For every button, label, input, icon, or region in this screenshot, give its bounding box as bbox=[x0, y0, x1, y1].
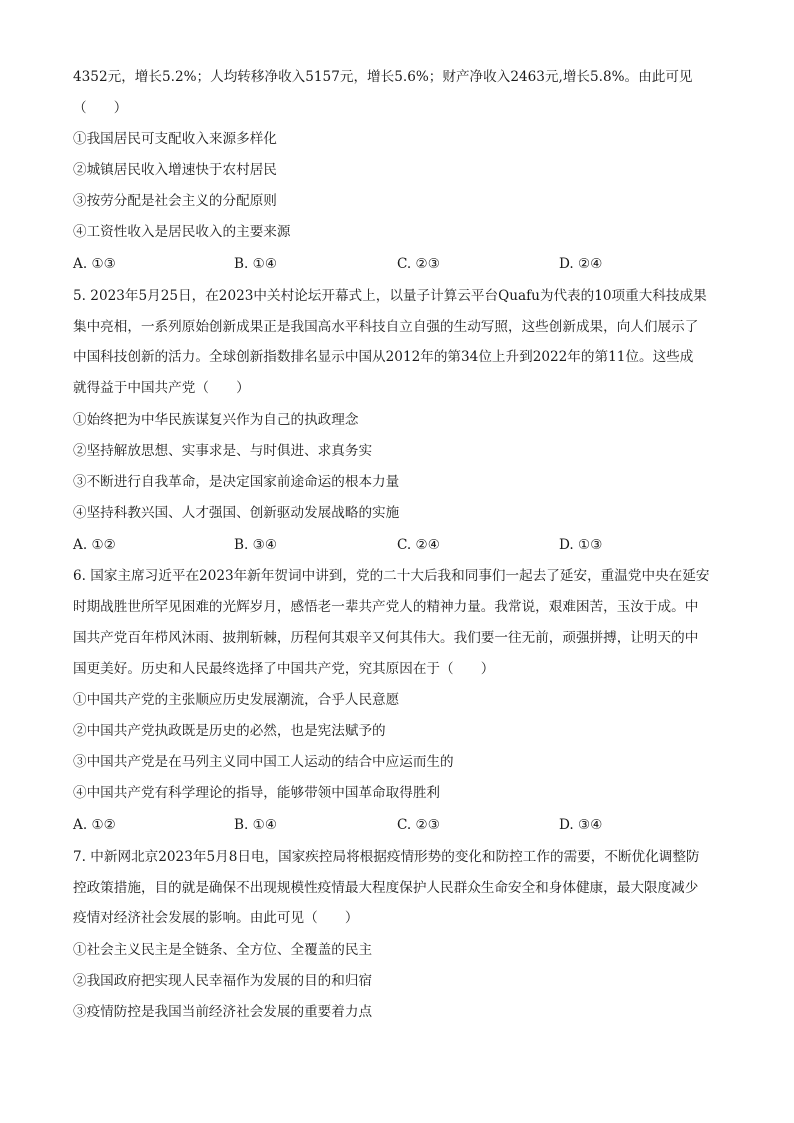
q5-statement-1: ①始终把为中华民族谋复兴作为自己的执政理念 bbox=[73, 412, 359, 428]
q6-statement-4: ④中国共产党有科学理论的指导，能够带领中国革命取得胜利 bbox=[73, 785, 441, 801]
q5-options bbox=[73, 536, 733, 554]
q4-option-d[interactable]: D. ②④ bbox=[559, 256, 603, 272]
q7-stem-line-3: 疫情对经济社会发展的影响。由此可见（ ） bbox=[73, 910, 359, 926]
q7-statement-1: ①社会主义民主是全链条、全方位、全覆盖的民主 bbox=[73, 942, 373, 958]
q5-statement-4: ④坚持科教兴国、人才强国、创新驱动发展战略的实施 bbox=[73, 505, 400, 521]
q6-statement-1: ①中国共产党的主张顺应历史发展潮流，合乎人民意愿 bbox=[73, 692, 400, 708]
q5-option-a[interactable]: A. ①② bbox=[73, 537, 116, 553]
q6-stem-line-2: 时期战胜世所罕见困难的光辉岁月，感悟老一辈共产党人的精神力量。我常说，艰难困苦，玉汝于成。中 bbox=[73, 599, 699, 615]
q4-option-c[interactable]: C. ②③ bbox=[397, 256, 440, 272]
q6-stem-line-4: 国更美好。历史和人民最终选择了中国共产党，究其原因在于（ ） bbox=[73, 661, 495, 677]
q4-statement-3: ③按劳分配是社会主义的分配原则 bbox=[73, 193, 277, 209]
q4-statement-2: ②城镇居民收入增速快于农村居民 bbox=[73, 162, 277, 178]
q4-stem-line-2: （ ） bbox=[73, 100, 128, 116]
q6-stem-line-3: 国共产党百年栉风沐雨、披荆斩棘，历程何其艰辛又何其伟大。我们要一往无前，顽强拼搏，让明天的中 bbox=[73, 630, 699, 646]
q6-option-b[interactable]: B. ①④ bbox=[234, 817, 278, 833]
q5-stem-line-4: 就得益于中国共产党（ ） bbox=[73, 380, 250, 396]
q6-option-d[interactable]: D. ③④ bbox=[559, 817, 603, 833]
q5-stem-line-1: 5. 2023年5月25日，在2023中关村论坛开幕式上，以量子计算云平台Quafu为代表的10项重大科技成果 bbox=[73, 288, 707, 304]
q6-options bbox=[73, 816, 733, 834]
q6-statement-3: ③中国共产党是在马列主义同中国工人运动的结合中应运而生的 bbox=[73, 754, 454, 770]
q4-statement-1: ①我国居民可支配收入来源多样化 bbox=[73, 131, 277, 147]
q5-option-b[interactable]: B. ③④ bbox=[234, 537, 278, 553]
q4-option-b[interactable]: B. ①④ bbox=[234, 256, 278, 272]
q7-stem-line-2: 控政策措施，目的就是确保不出现规模性疫情最大程度保护人民群众生命安全和身体健康，最大限度减少 bbox=[73, 880, 699, 896]
q6-stem-line-1: 6. 国家主席习近平在2023年新年贺词中讲到，党的二十大后我和同事们一起去了延安，重温党中央在延安 bbox=[73, 568, 710, 584]
q7-statement-2: ②我国政府把实现人民幸福作为发展的目的和归宿 bbox=[73, 973, 373, 989]
q4-statement-4: ④工资性收入是居民收入的主要来源 bbox=[73, 224, 291, 240]
q7-statement-3: ③疫情防控是我国当前经济社会发展的重要着力点 bbox=[73, 1004, 373, 1020]
q5-option-d[interactable]: D. ①③ bbox=[559, 537, 603, 553]
q5-option-c[interactable]: C. ②④ bbox=[397, 537, 440, 553]
q5-statement-3: ③不断进行自我革命，是决定国家前途命运的根本力量 bbox=[73, 474, 400, 490]
q7-stem-line-1: 7. 中新网北京2023年5月8日电，国家疾控局将根据疫情形势的变化和防控工作的需要，不断优化调整防 bbox=[73, 849, 700, 865]
q4-option-a[interactable]: A. ①③ bbox=[73, 256, 116, 272]
q4-stem-line-1: 4352元，增长5.2%；人均转移净收入5157元，增长5.6%；财产净收入2463元,增长5.8%。由此可见 bbox=[73, 69, 693, 85]
q5-stem-line-3: 中国科技创新的活力。全球创新指数排名显示中国从2012年的第34位上升到2022年的第11位。这些成 bbox=[73, 349, 694, 365]
q6-option-c[interactable]: C. ②③ bbox=[397, 817, 440, 833]
q6-statement-2: ②中国共产党执政既是历史的必然，也是宪法赋予的 bbox=[73, 723, 386, 739]
q5-stem-line-2: 集中亮相，一系列原始创新成果正是我国高水平科技自立自强的生动写照，这些创新成果，向人们展示了 bbox=[73, 319, 699, 335]
q5-statement-2: ②坚持解放思想、实事求是、与时俱进、求真务实 bbox=[73, 443, 373, 459]
q4-options bbox=[73, 255, 733, 273]
q6-option-a[interactable]: A. ①② bbox=[73, 817, 116, 833]
